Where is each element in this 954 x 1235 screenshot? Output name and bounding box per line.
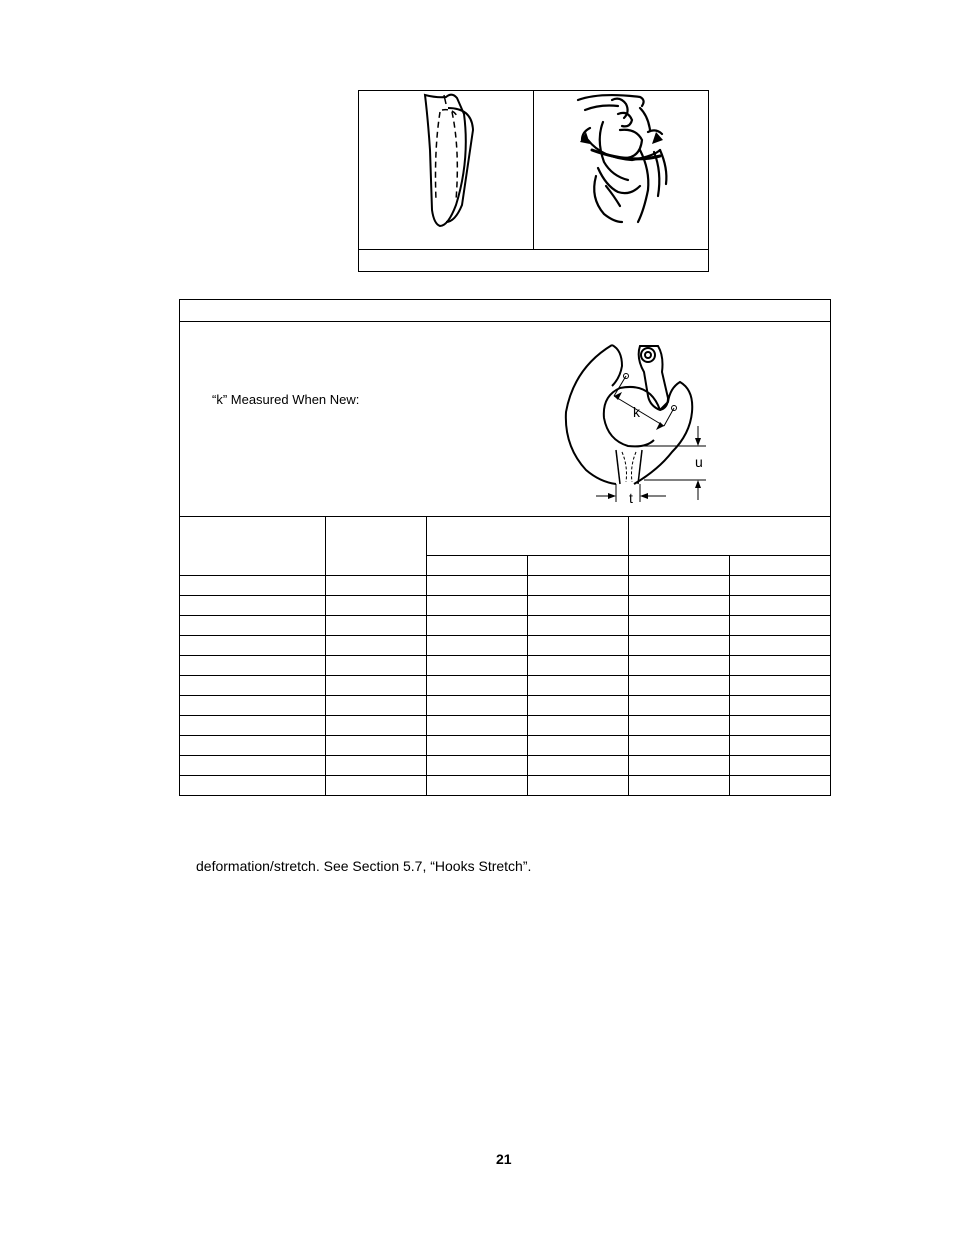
page-number: 21	[496, 1151, 512, 1167]
k-measured-label: “k” Measured When New:	[212, 392, 360, 407]
body-text: deformation/stretch. See Section 5.7, “Hooks Stretch”.	[196, 858, 532, 874]
u-label: u	[695, 454, 703, 470]
k-label: k	[633, 404, 640, 420]
t-label: t	[629, 490, 633, 506]
